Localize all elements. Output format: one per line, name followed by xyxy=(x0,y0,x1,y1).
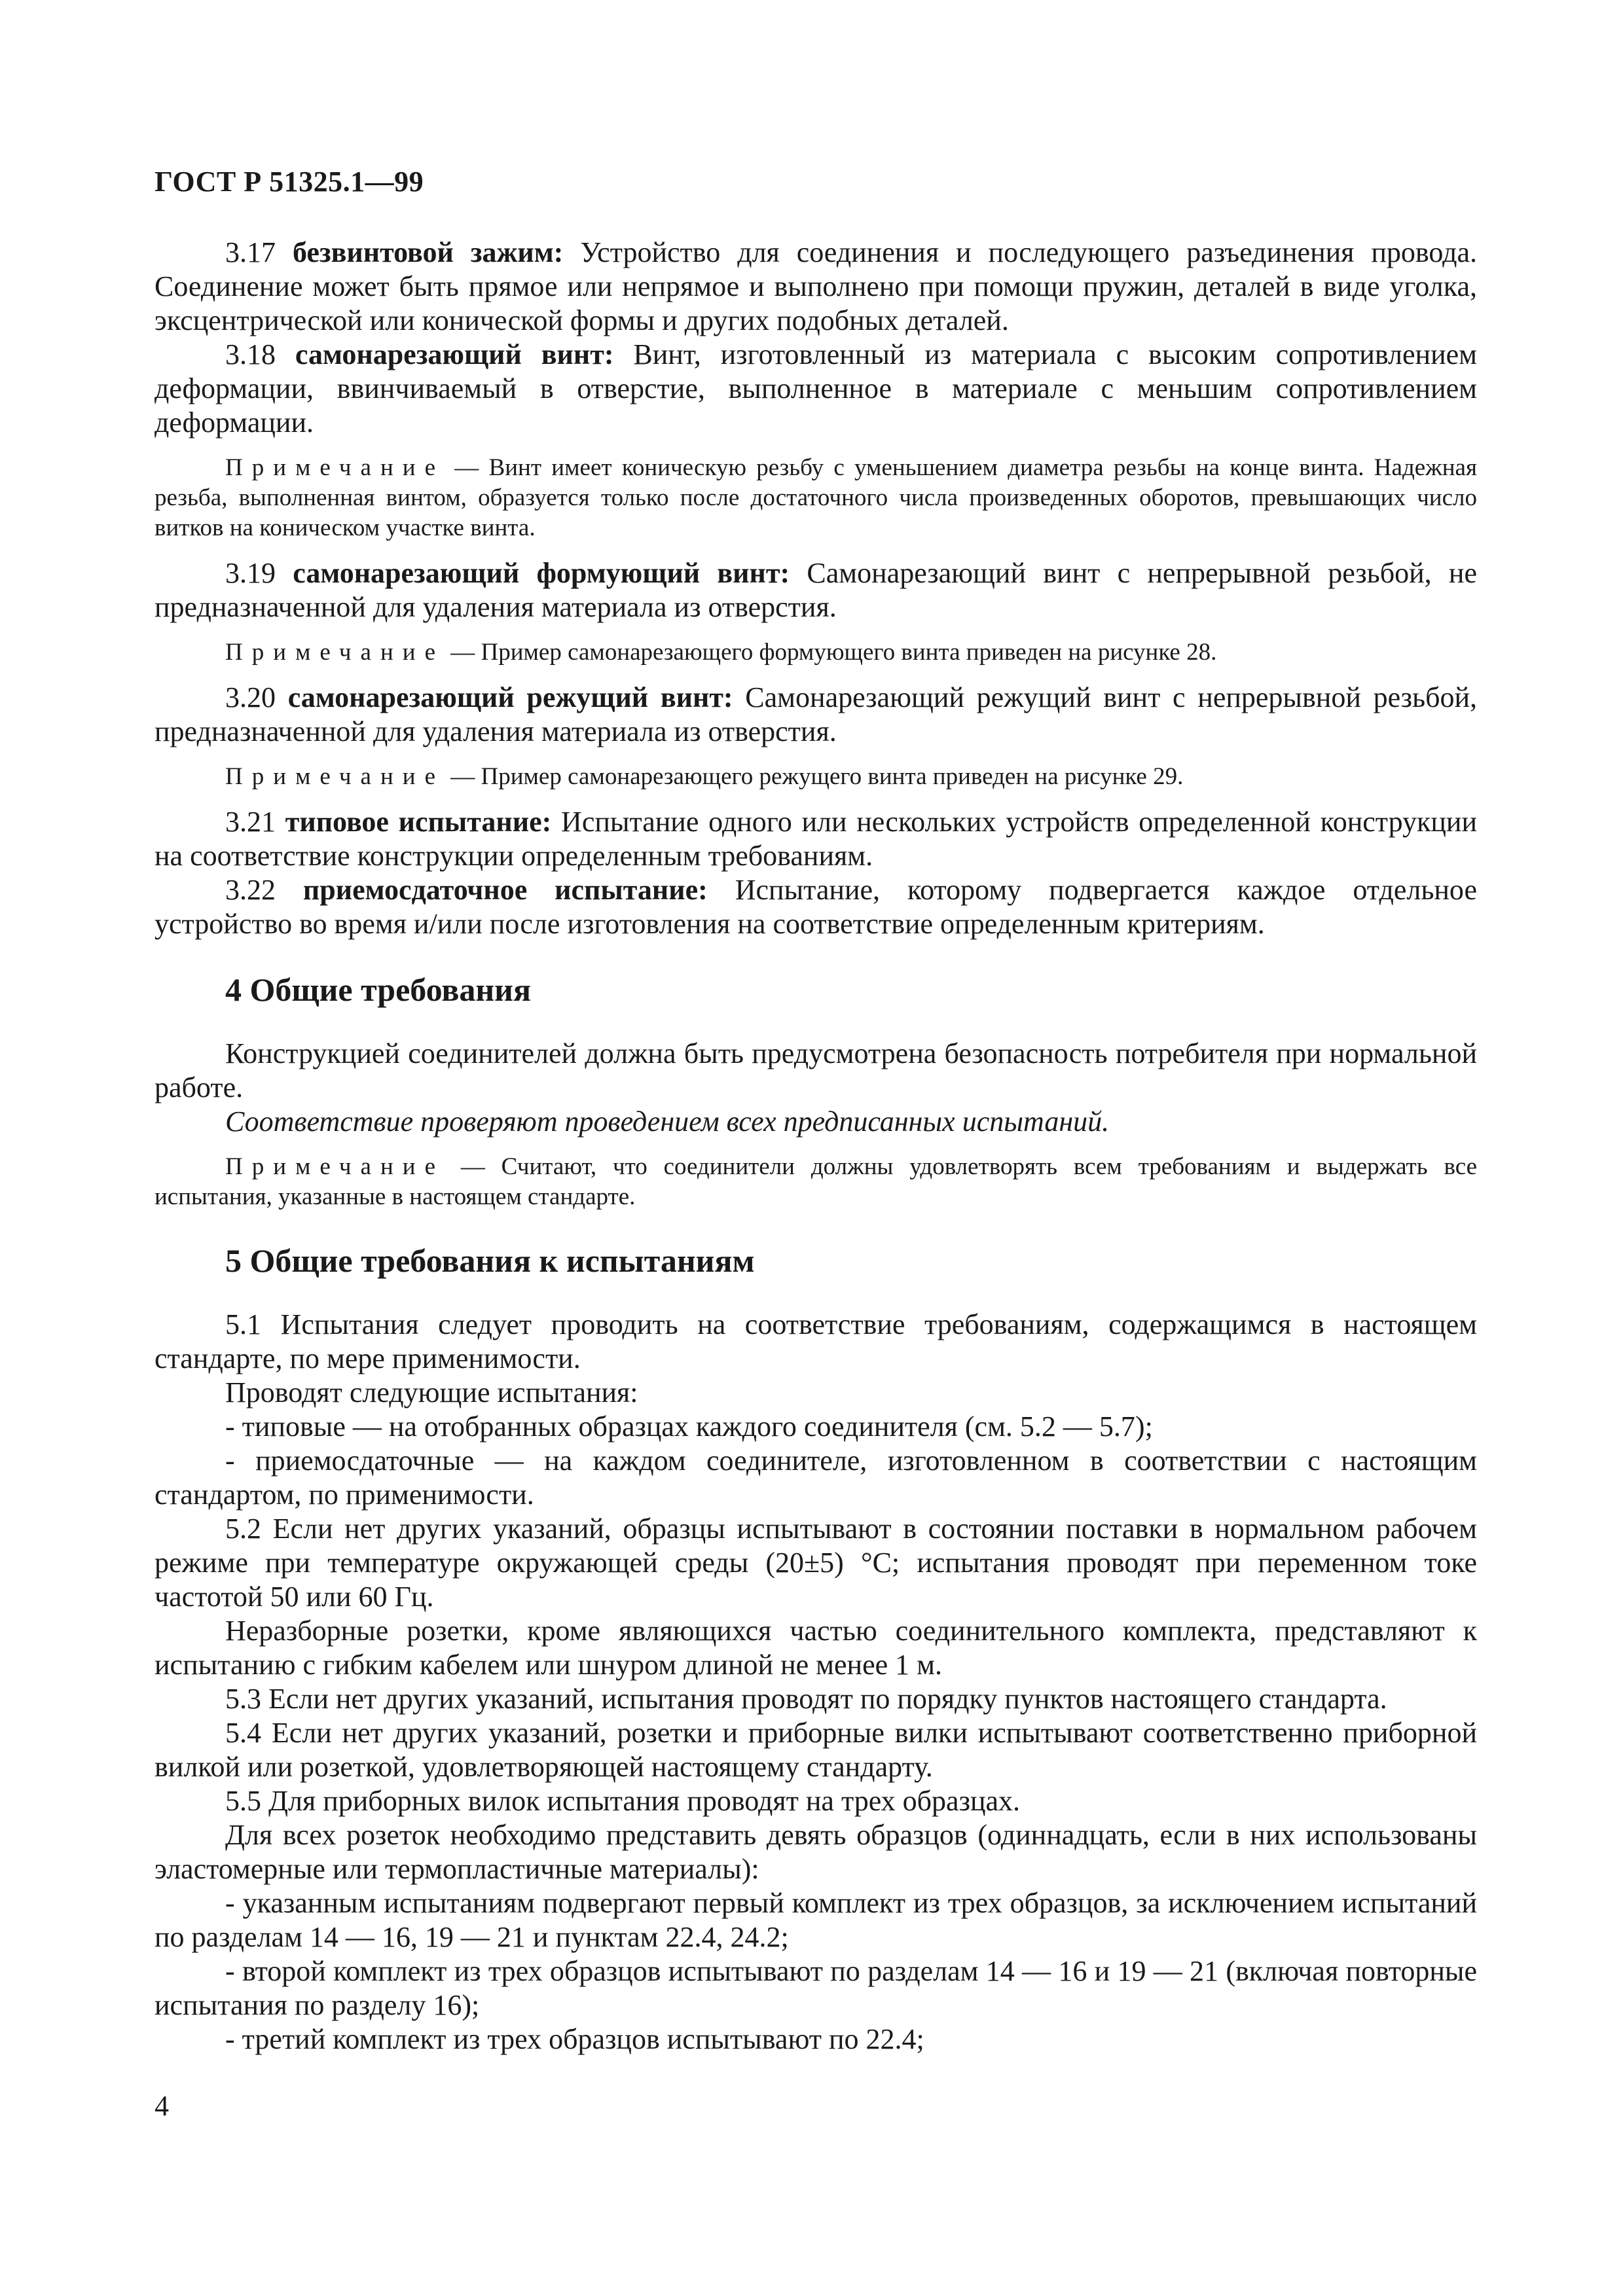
section-5-list-item: - указанным испытаниям подвергают первый комплект из трех образцов, за исключением испытаний по разделам 14 — 16, 19 — 21 и пунктам 22.4, 24.2; xyxy=(155,1887,1477,1953)
section-4-compliance: Соответствие проверяют проведением всех предписанных испытаний. xyxy=(225,1105,1110,1138)
section-5-paragraph: 5.5 Для приборных вилок испытания проводят на трех образцах. xyxy=(225,1785,1021,1817)
term-bold: самонарезающий формующий винт: xyxy=(293,557,790,589)
section-5-paragraph: 5.3 Если нет других указаний, испытания проводят по порядку пунктов настоящего стандарта. xyxy=(225,1683,1387,1715)
clause-number: 3.18 xyxy=(225,338,295,370)
note-label: Примечание xyxy=(225,763,445,790)
term-bold: самонарезающий винт: xyxy=(295,338,614,370)
document-header: ГОСТ Р 51325.1—99 xyxy=(155,166,424,198)
clause-3-21 xyxy=(155,805,1477,873)
page-content xyxy=(155,236,1477,2056)
note-3-19 xyxy=(155,637,1477,668)
note-section-4 xyxy=(155,1152,1477,1212)
section-5-list-item: - типовые — на отобранных образцах каждого соединителя (см. 5.2 — 5.7); xyxy=(225,1410,1153,1443)
term-bold: приемосдаточное испытание: xyxy=(302,874,708,906)
section-5-paragraph: 5.1 Испытания следует проводить на соответствие требованиям, содержащимся в настоящем стандарте, по мере применимости. xyxy=(155,1308,1477,1374)
term-bold: самонарезающий режущий винт: xyxy=(287,681,733,713)
clause-number: 3.21 xyxy=(225,806,285,838)
clause-3-20 xyxy=(155,681,1477,749)
note-label: Примечание xyxy=(225,454,445,481)
clause-3-17 xyxy=(155,236,1477,338)
section-5-list-item: - приемосдаточные — на каждом соединителе, изготовленном в соответствии с настоящим стандартом, по применимости. xyxy=(155,1444,1477,1511)
note-3-18 xyxy=(155,453,1477,543)
section-4-paragraph: Конструкцией соединителей должна быть предусмотрена безопасность потребителя при нормальной работе. xyxy=(155,1037,1477,1103)
note-text: — Пример самонарезающего формующего винта приведен на рисунке 28. xyxy=(445,639,1217,666)
section-5-paragraph: 5.2 Если нет других указаний, образцы испытывают в состоянии поставки в нормальном рабочем режиме при температуре окружающей среды (20±5) °С; испытания проводят при переменном токе частотой 50 или 60 Гц. xyxy=(155,1513,1477,1613)
note-3-20 xyxy=(155,762,1477,792)
section-5-paragraph: Для всех розеток необходимо представить девять образцов (одиннадцать, если в них использованы эластомерные или термопластичные материалы): xyxy=(155,1819,1477,1885)
definition-text: Винт, изготовленный из материала с высоким сопротивлением деформации, ввинчиваемый в отверстие, выполненное в материале с меньшим сопротивлением деформации. xyxy=(155,338,1477,439)
section-5-list-item: - второй комплект из трех образцов испытывают по разделам 14 — 16 и 19 — 21 (включая повторные испытания по разделу 16); xyxy=(155,1955,1477,2021)
section-4-heading: 4 Общие требования xyxy=(225,971,532,1008)
section-5-heading: 5 Общие требования к испытаниям xyxy=(225,1242,755,1279)
clause-number: 3.20 xyxy=(225,681,288,713)
section-5-paragraph: Проводят следующие испытания: xyxy=(225,1376,638,1408)
note-text: — Считают, что соединители должны удовлетворять всем требованиям и выдержать все испытания, указанные в настоящем стандарте. xyxy=(155,1153,1477,1210)
definition-text: Самонарезающий режущий винт с непрерывной резьбой, предназначенной для удаления материала из отверстия. xyxy=(155,681,1478,747)
definition-text: Устройство для соединения и последующего разъединения провода. Соединение может быть прямое или непрямое и выполнено при помощи пружин, деталей в виде уголка, эксцентрической или конической формы и других подобных деталей. xyxy=(155,236,1478,336)
definition-text: Испытание, которому подвергается каждое отдельное устройство во время и/или после изготовления на соответствие определенным критериям. xyxy=(155,874,1477,940)
section-5-paragraph: Неразборные розетки, кроме являющихся частью соединительного комплекта, представляют к испытанию с гибким кабелем или шнуром длиной не менее 1 м. xyxy=(155,1615,1477,1681)
clause-3-22 xyxy=(155,873,1477,941)
note-text: — Пример самонарезающего режущего винта приведен на рисунке 29. xyxy=(445,763,1184,790)
term-bold: безвинтовой зажим: xyxy=(292,236,564,268)
clause-number: 3.17 xyxy=(225,236,293,268)
clause-3-19 xyxy=(155,556,1477,624)
note-label: Примечание xyxy=(225,1153,445,1180)
term-bold: типовое испытание: xyxy=(285,806,552,838)
note-label: Примечание xyxy=(225,639,445,666)
section-5-list-item: - третий комплект из трех образцов испытывают по 22.4; xyxy=(225,2023,924,2055)
definition-text: Испытание одного или нескольких устройств определенной конструкции на соответствие конструкции определенным требованиям. xyxy=(155,806,1477,872)
section-5-paragraph: 5.4 Если нет других указаний, розетки и приборные вилки испытывают соответственно приборной вилкой или розеткой, удовлетворяющей настоящему стандарту. xyxy=(155,1717,1477,1783)
clause-number: 3.19 xyxy=(225,557,293,589)
clause-number: 3.22 xyxy=(225,874,303,906)
page-number: 4 xyxy=(155,2090,169,2122)
note-text: — Винт имеет коническую резьбу с уменьшением диаметра резьбы на конце винта. Надежная резьба, выполненная винтом, образуется только после достаточного числа произведенных оборотов, превышающих число витков на коническом участке винта. xyxy=(155,454,1477,541)
clause-3-18 xyxy=(155,338,1477,440)
definition-text: Самонарезающий винт с непрерывной резьбой, не предназначенной для удаления материала из отверстия. xyxy=(155,557,1477,623)
